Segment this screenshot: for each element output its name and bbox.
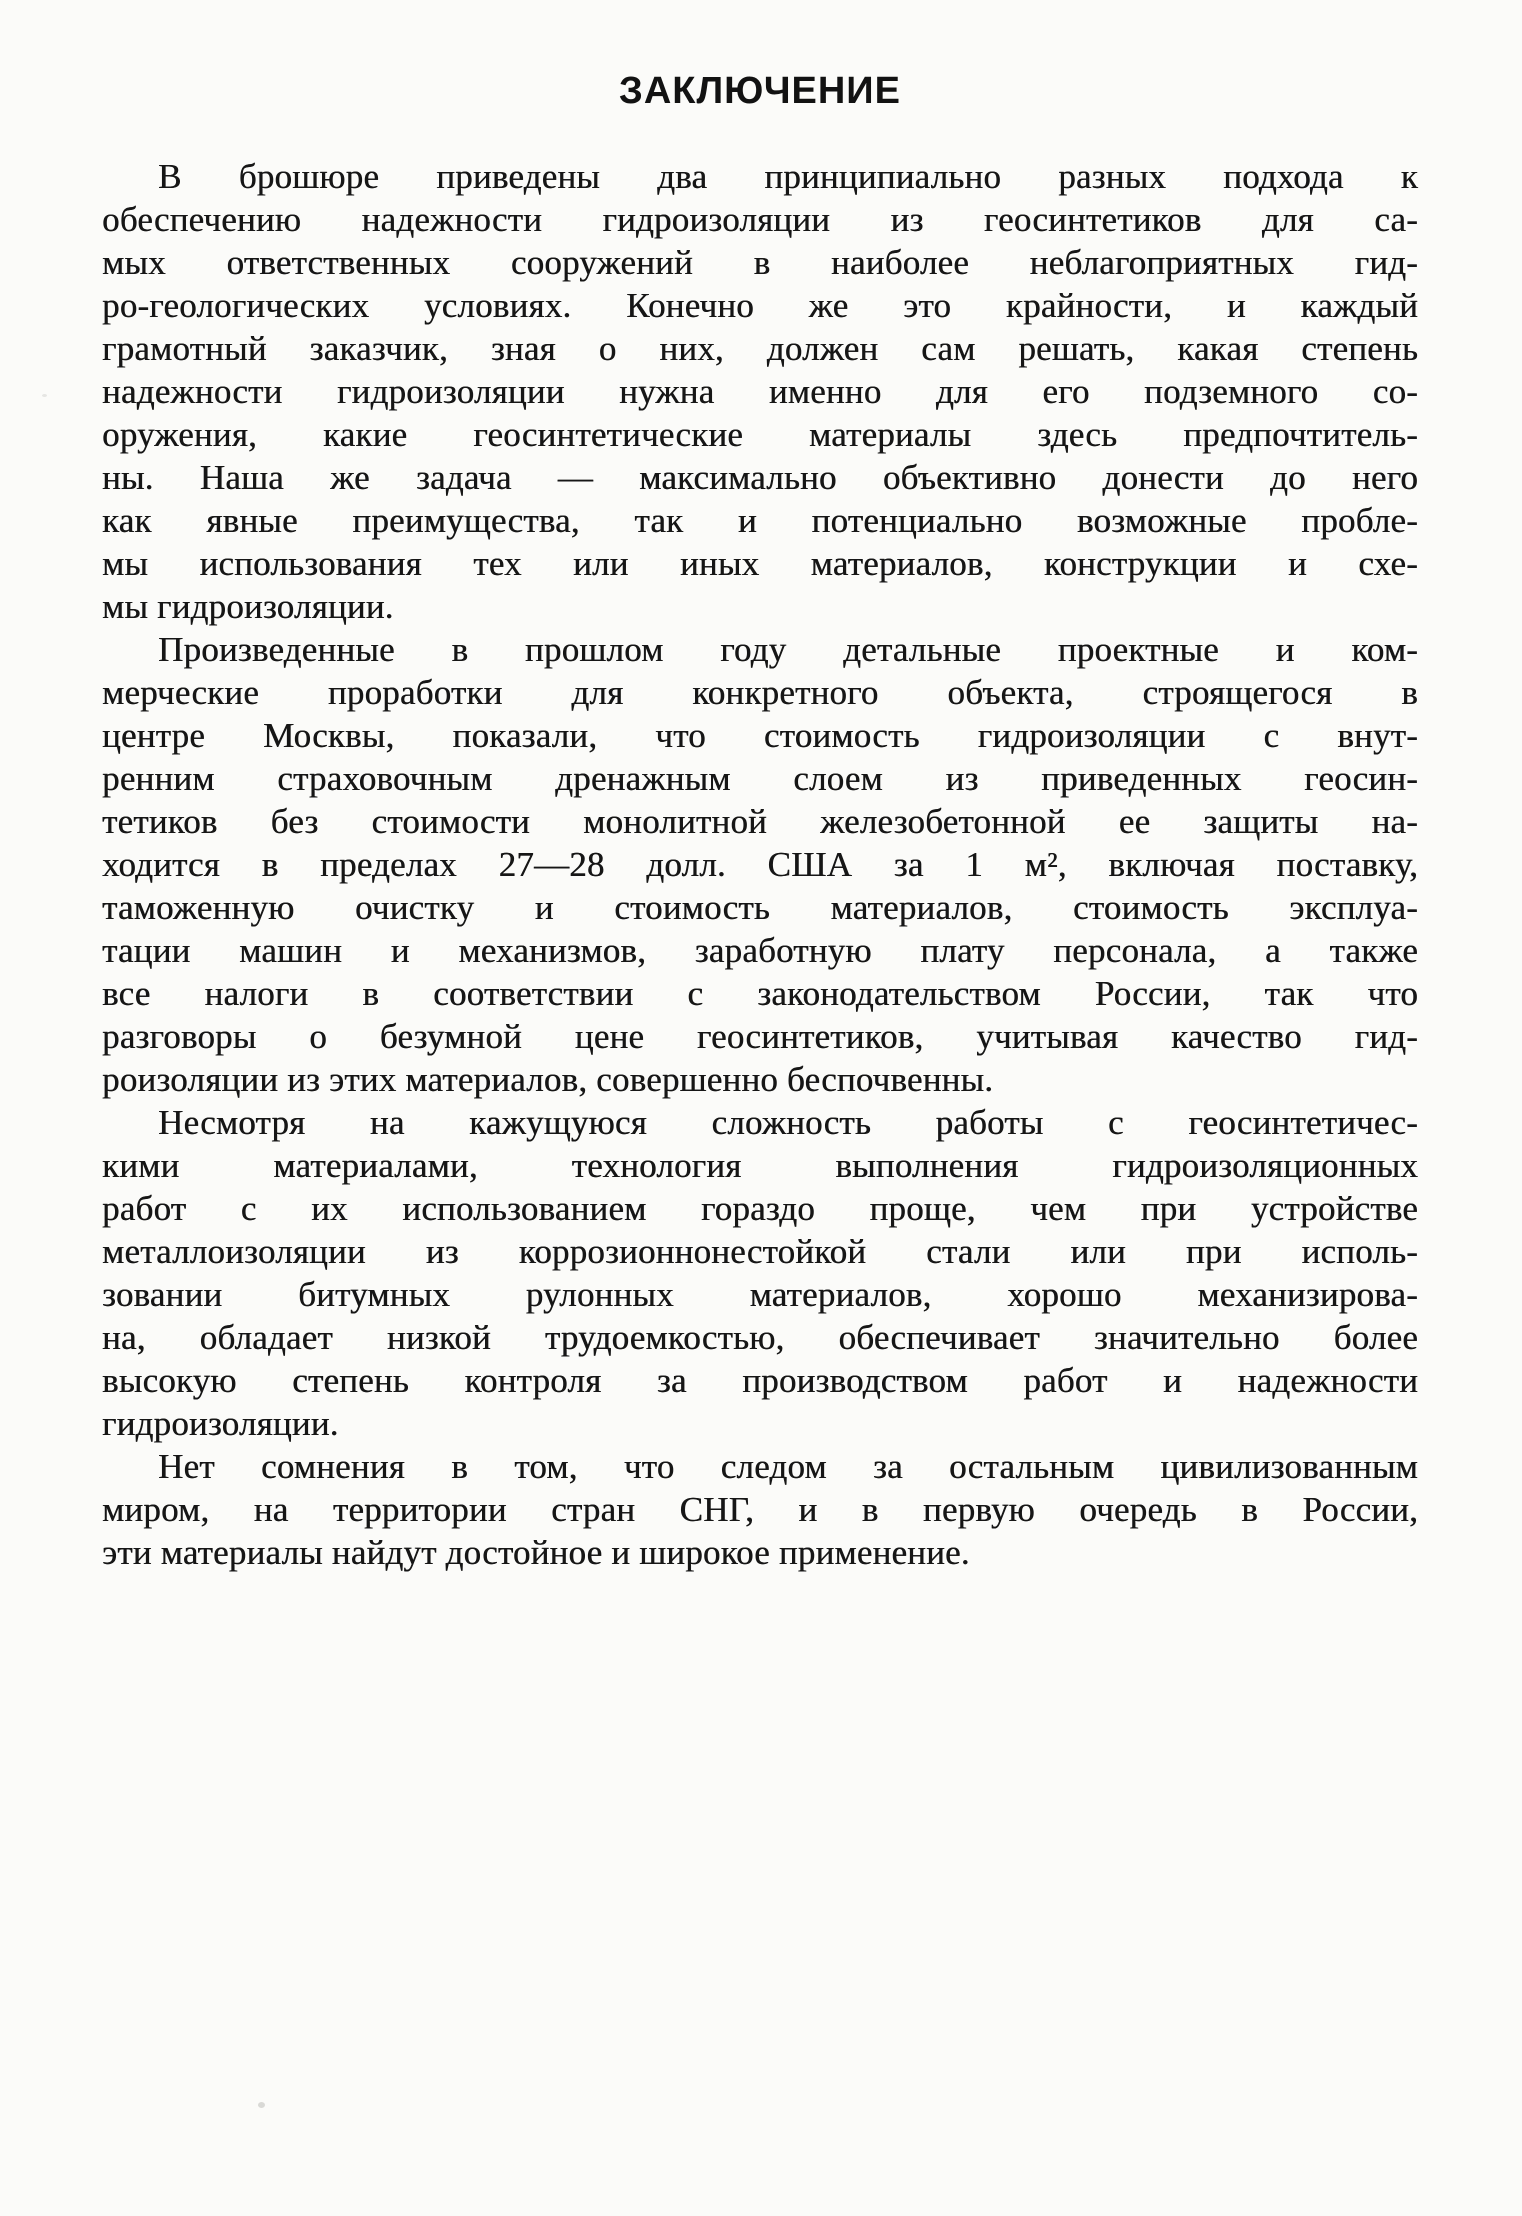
section-heading: ЗАКЛЮЧЕНИЕ: [619, 70, 901, 112]
text-line: ходится в пределах 27—28 долл. США за 1 м², включая поставку,: [102, 845, 1418, 884]
text-line: грамотный заказчик, зная о них, должен сам решать, какая степень: [102, 329, 1418, 368]
text-line: работ с их использованием гораздо проще, чем при устройстве: [102, 1189, 1418, 1228]
text-line: разговоры о безумной цене геосинтетиков, учитывая качество гид-: [102, 1017, 1418, 1056]
text-line: высокую степень контроля за производством работ и надежности: [102, 1361, 1418, 1400]
text-line: Несмотря на кажущуюся сложность работы с геосинтетичес-: [158, 1103, 1418, 1142]
text-line: на, обладает низкой трудоемкостью, обеспечивает значительно более: [102, 1318, 1418, 1357]
scan-speck: [258, 2102, 265, 2108]
text-line: тации машин и механизмов, заработную плату персонала, а также: [102, 931, 1418, 970]
text-line: Произведенные в прошлом году детальные проектные и ком-: [158, 630, 1418, 669]
paragraph: [102, 1101, 1418, 1445]
text-line: В брошюре приведены два принципиально разных подхода к: [158, 157, 1418, 196]
body-text: [102, 155, 1418, 1574]
text-line: кими материалами, технология выполнения гидроизоляционных: [102, 1146, 1418, 1185]
text-line: мерческие проработки для конкретного объекта, строящегося в: [102, 673, 1418, 712]
text-line: ны. Наша же задача — максимально объективно донести до него: [102, 458, 1418, 497]
scan-speck: [42, 394, 47, 397]
text-line: обеспечению надежности гидроизоляции из геосинтетиков для са-: [102, 200, 1418, 239]
text-line: гидроизоляции.: [102, 1404, 339, 1443]
text-line: оружения, какие геосинтетические материалы здесь предпочтитель-: [102, 415, 1418, 454]
text-line: мых ответственных сооружений в наиболее неблагоприятных гид-: [102, 243, 1418, 282]
text-line: Нет сомнения в том, что следом за остальным цивилизованным: [158, 1447, 1418, 1486]
text-line: все налоги в соответствии с законодательством России, так что: [102, 974, 1418, 1013]
text-line: ро-геологических условиях. Конечно же это крайности, и каждый: [102, 286, 1418, 325]
text-line: как явные преимущества, так и потенциально возможные пробле-: [102, 501, 1418, 540]
paragraph: [102, 1445, 1418, 1574]
text-line: таможенную очистку и стоимость материалов, стоимость эксплуа-: [102, 888, 1418, 927]
text-line: эти материалы найдут достойное и широкое применение.: [102, 1533, 970, 1572]
text-line: роизоляции из этих материалов, совершенно беспочвенны.: [102, 1060, 994, 1099]
text-line: мы использования тех или иных материалов, конструкции и схе-: [102, 544, 1418, 583]
text-line: центре Москвы, показали, что стоимость гидроизоляции с внут-: [102, 716, 1418, 755]
text-line: зовании битумных рулонных материалов, хорошо механизирова-: [102, 1275, 1418, 1314]
text-line: металлоизоляции из коррозионнонестойкой стали или при исполь-: [102, 1232, 1418, 1271]
text-line: ренним страховочным дренажным слоем из приведенных геосин-: [102, 759, 1418, 798]
text-line: тетиков без стоимости монолитной железобетонной ее защиты на-: [102, 802, 1418, 841]
paragraph: [102, 628, 1418, 1101]
paragraph: [102, 155, 1418, 628]
text-line: мы гидроизоляции.: [102, 587, 394, 626]
text-line: миром, на территории стран СНГ, и в первую очередь в России,: [102, 1490, 1418, 1529]
text-line: надежности гидроизоляции нужна именно для его подземного со-: [102, 372, 1418, 411]
